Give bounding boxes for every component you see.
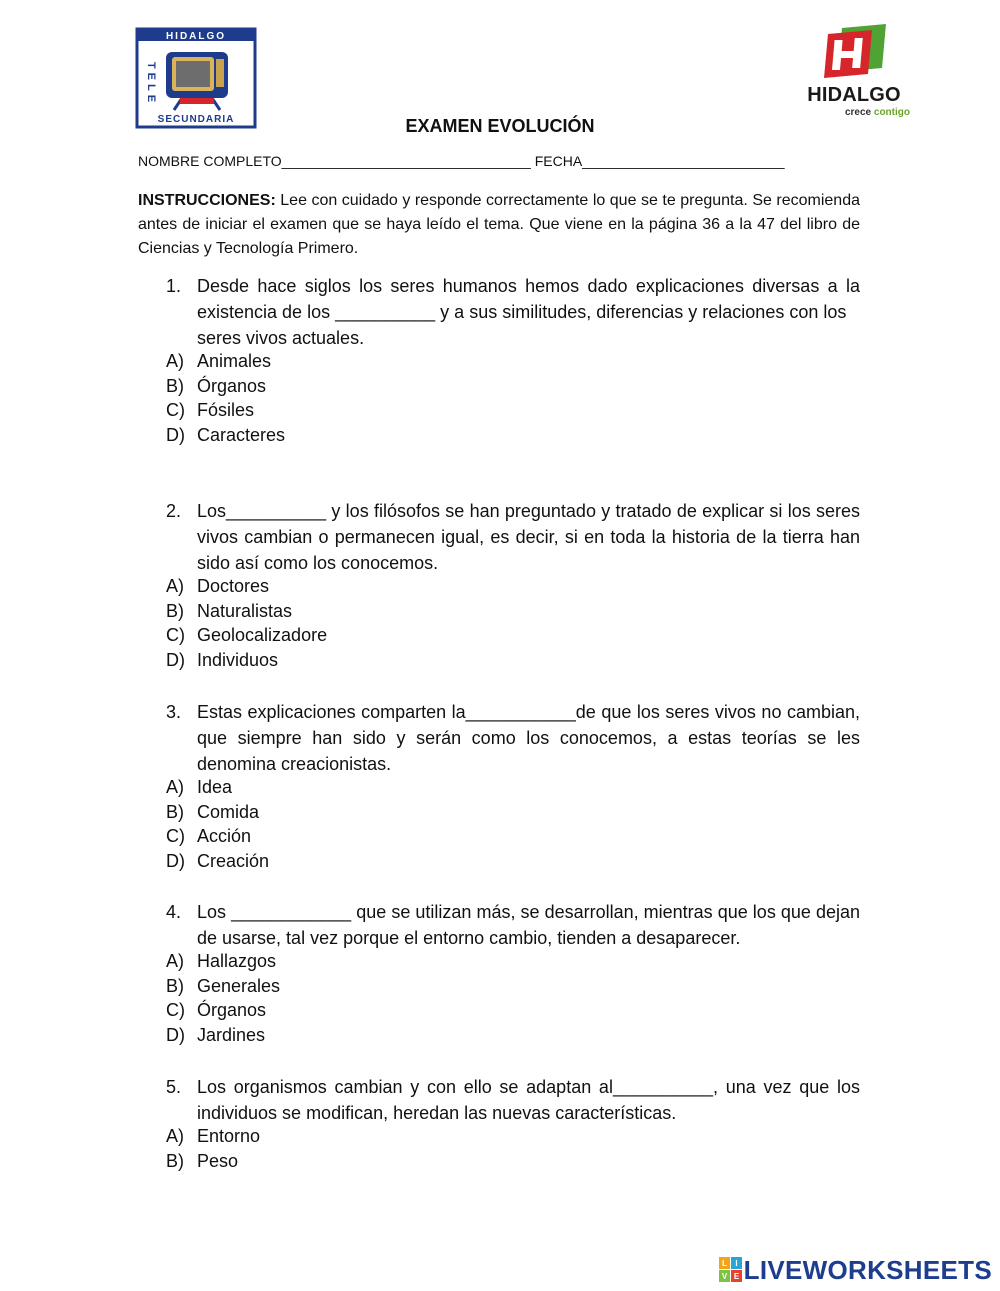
option-text: Caracteres bbox=[197, 424, 286, 445]
question-stem-line: seres vivos actuales. bbox=[197, 328, 365, 348]
svg-text:E: E bbox=[733, 1272, 739, 1281]
option-text: Peso bbox=[197, 1150, 239, 1171]
option-a[interactable] bbox=[166, 349, 860, 374]
instructions-text: Lee con cuidado y responde correctamente lo que se te pregunta. Se recomienda antes de iniciar el examen que se haya leído el tema. Que viene en la página 36 a la 47 del libro de Ciencias y Tecnología Primero. bbox=[138, 192, 860, 257]
option-c[interactable] bbox=[166, 398, 860, 423]
option-text: Entorno bbox=[197, 1126, 261, 1146]
option-b[interactable] bbox=[166, 374, 860, 399]
question-1 bbox=[166, 273, 860, 447]
question-stem: Los organismos cambian y con ello se adaptan al__________, una vez que los individuos se modifican, heredan las nuevas características. bbox=[197, 1077, 860, 1123]
option-text: Geolocalizadore bbox=[197, 625, 328, 646]
option-letter: B) bbox=[166, 375, 184, 396]
option-c[interactable] bbox=[166, 623, 860, 648]
question-stem: Los__________ y los filósofos se han preguntado y tratado de explicar si los seres vivos cambian o permanecen igual, es decir, si en toda la historia de la tierra han sido así como los conocemos. bbox=[197, 501, 860, 573]
option-letter: C) bbox=[166, 625, 185, 646]
option-c[interactable] bbox=[166, 998, 860, 1023]
question-4 bbox=[166, 899, 860, 1047]
options-list bbox=[166, 949, 860, 1047]
option-letter: B) bbox=[166, 975, 184, 996]
option-letter: B) bbox=[166, 1150, 184, 1171]
question-3 bbox=[166, 699, 860, 873]
option-a[interactable] bbox=[166, 574, 860, 599]
option-text: Naturalistas bbox=[197, 600, 293, 621]
option-letter: A) bbox=[166, 576, 184, 596]
instructions-label: INSTRUCCIONES: bbox=[138, 192, 276, 209]
question-stem-line: Desde hace siglos los seres humanos hemos dado explicaciones diversas a la existencia de los __________ y a sus similitudes, diferencias y relaciones con los bbox=[197, 276, 860, 322]
option-b[interactable] bbox=[166, 599, 860, 624]
option-a[interactable] bbox=[166, 1124, 860, 1149]
option-text: Animales bbox=[197, 351, 272, 371]
option-letter: C) bbox=[166, 1000, 185, 1021]
question-number: 1. bbox=[166, 276, 182, 296]
option-b[interactable] bbox=[166, 974, 860, 999]
instructions bbox=[138, 189, 860, 261]
svg-text:L: L bbox=[721, 1259, 727, 1268]
logo-left-text: TELE bbox=[145, 61, 157, 107]
option-text: Órganos bbox=[197, 375, 267, 396]
options-list bbox=[166, 1124, 860, 1173]
option-text: Órganos bbox=[197, 1000, 267, 1021]
option-letter: B) bbox=[166, 801, 184, 822]
student-info-line bbox=[138, 153, 785, 169]
option-letter: C) bbox=[166, 826, 185, 847]
telesecundaria-logo-graphic bbox=[134, 26, 258, 130]
option-letter: A) bbox=[166, 351, 184, 371]
option-text: Creación bbox=[197, 850, 270, 871]
option-b[interactable] bbox=[166, 800, 860, 825]
date-field[interactable]: __________________________ bbox=[582, 153, 785, 169]
option-letter: B) bbox=[166, 600, 184, 621]
option-d[interactable] bbox=[166, 423, 860, 448]
hidalgo-h-icon bbox=[798, 24, 910, 84]
option-text: Acción bbox=[197, 826, 252, 847]
option-d[interactable] bbox=[166, 1023, 860, 1048]
hidalgo-brand-logo bbox=[798, 24, 910, 120]
option-letter: A) bbox=[166, 1126, 184, 1146]
option-text: Comida bbox=[197, 801, 260, 822]
question-stem: Estas explicaciones comparten la___________de que los seres vivos no cambian, que siempre han sido y serán como los conocemos, a estas teorías se les denomina creacionistas. bbox=[197, 702, 860, 774]
options-list bbox=[166, 775, 860, 873]
options-list bbox=[166, 574, 860, 672]
name-field[interactable]: ________________________________ bbox=[281, 153, 531, 169]
brand-tagline-part1: crece bbox=[844, 107, 872, 118]
options-list bbox=[166, 349, 860, 447]
question-5 bbox=[166, 1074, 860, 1173]
option-text: Hallazgos bbox=[197, 951, 277, 971]
option-d[interactable] bbox=[166, 648, 860, 673]
question-stem bbox=[197, 273, 860, 351]
option-text: Doctores bbox=[197, 576, 270, 596]
question-number: 2. bbox=[166, 501, 182, 521]
question-number: 4. bbox=[166, 902, 182, 922]
option-b[interactable] bbox=[166, 1149, 860, 1174]
school-logo bbox=[134, 26, 258, 130]
liveworksheets-text: LIVEWORKSHEETS bbox=[743, 1254, 992, 1285]
question-2 bbox=[166, 498, 860, 672]
option-text: Generales bbox=[197, 975, 281, 996]
option-text: Idea bbox=[197, 777, 233, 797]
option-letter: A) bbox=[166, 951, 184, 971]
option-a[interactable] bbox=[166, 775, 860, 800]
option-letter: D) bbox=[166, 850, 185, 871]
brand-tagline-part2: contigo bbox=[873, 107, 910, 118]
date-label: FECHA bbox=[534, 153, 583, 169]
liveworksheets-badge-icon bbox=[718, 1256, 744, 1284]
brand-name: HIDALGO bbox=[807, 84, 901, 106]
logo-bottom-text: SECUNDARIA bbox=[157, 114, 235, 125]
question-number: 5. bbox=[166, 1077, 182, 1097]
option-text: Individuos bbox=[197, 649, 279, 670]
option-letter: A) bbox=[166, 777, 184, 797]
option-text: Fósiles bbox=[197, 400, 255, 421]
question-stem: Los ____________ que se utilizan más, se desarrollan, mientras que los que dejan de usarse, tal vez porque el entorno cambio, tienden a desaparecer. bbox=[197, 902, 860, 948]
svg-text:V: V bbox=[721, 1272, 727, 1281]
option-d[interactable] bbox=[166, 849, 860, 874]
exam-title: EXAMEN EVOLUCIÓN bbox=[405, 116, 595, 136]
svg-text:I: I bbox=[735, 1259, 738, 1268]
option-letter: D) bbox=[166, 424, 185, 445]
question-number: 3. bbox=[166, 702, 182, 722]
option-letter: D) bbox=[166, 649, 185, 670]
name-label: NOMBRE COMPLETO bbox=[138, 153, 282, 169]
option-a[interactable] bbox=[166, 949, 860, 974]
liveworksheets-logo[interactable] bbox=[718, 1254, 992, 1286]
option-letter: D) bbox=[166, 1024, 185, 1045]
logo-top-text: HIDALGO bbox=[165, 31, 227, 42]
option-text: Jardines bbox=[197, 1024, 266, 1045]
option-letter: C) bbox=[166, 400, 185, 421]
option-c[interactable] bbox=[166, 824, 860, 849]
